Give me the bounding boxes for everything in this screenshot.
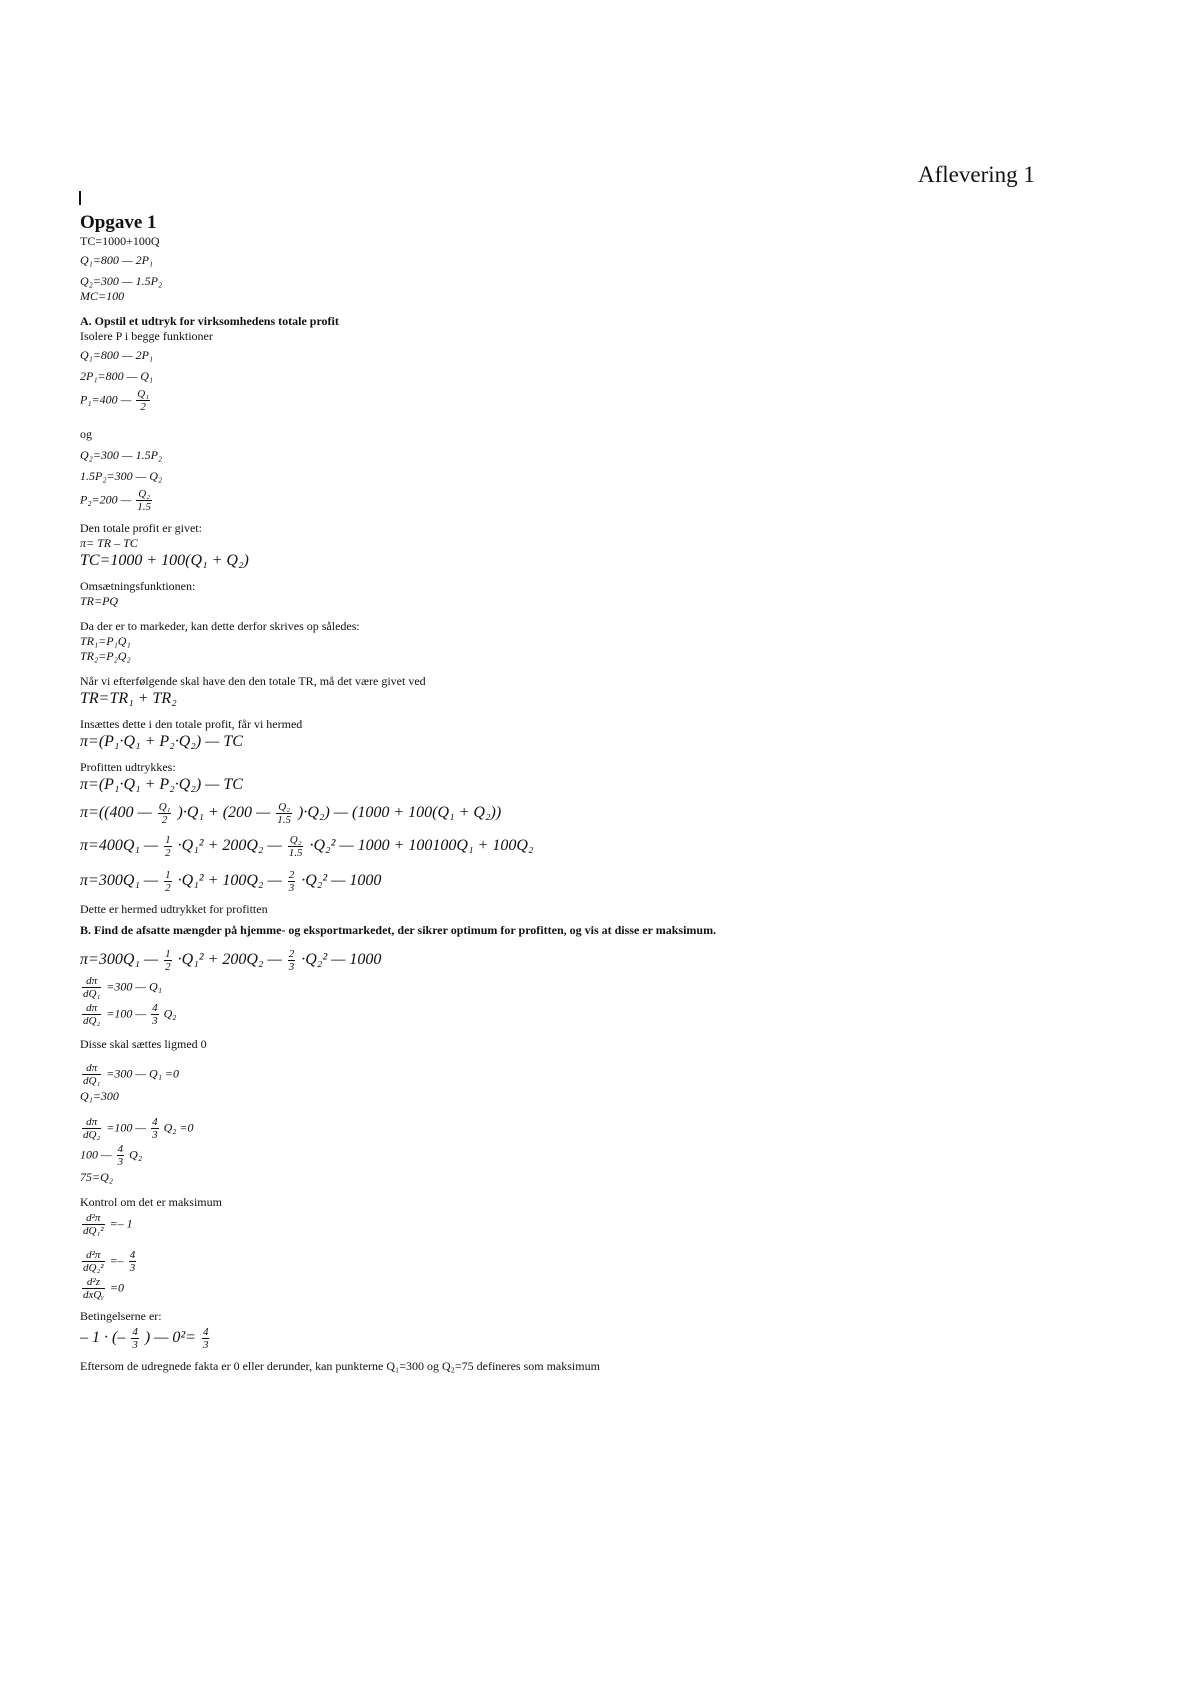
- q2-result: 75=Q₂: [80, 1169, 113, 1184]
- iso1-line2: 2P₁=800 — Q₁: [80, 368, 154, 383]
- control-text: Kontrol om det er maksimum: [80, 1194, 222, 1209]
- fraction: [82, 1062, 101, 1087]
- pi-insert: π=(P₁·Q₁ + P₂·Q₂) — TC: [80, 732, 243, 750]
- numerator: Q₁: [137, 387, 150, 400]
- numerator: 1: [165, 833, 171, 846]
- fraction: [202, 1326, 210, 1351]
- document-content: [80, 213, 1120, 1374]
- iso2-line3-left: P₂=200 —: [80, 492, 132, 507]
- express-text: Profitten udtrykkes:: [80, 759, 176, 774]
- fraction: [117, 1143, 125, 1168]
- given-q1: Q₁=800 — 2P₁: [80, 252, 154, 267]
- numerator: 4: [129, 1248, 136, 1261]
- b-pi-c: ·Q₂² — 1000: [301, 951, 382, 969]
- fraction: [129, 1249, 137, 1274]
- denominator: 2: [165, 960, 171, 973]
- tc-definition: TC=1000 + 100(Q₁ + Q₂): [80, 551, 249, 569]
- iso1-line3-left: P₁=400 —: [80, 392, 132, 407]
- second-derivative-q1: [80, 1212, 1120, 1237]
- fraction: [136, 388, 150, 413]
- zero-q2-rhs: =100 —: [106, 1120, 147, 1135]
- iso2-line2: 1.5P₂=300 — Q₂: [80, 468, 163, 483]
- denominator: 1.5: [277, 813, 292, 826]
- cross-derivative-rhs: =0: [109, 1280, 124, 1295]
- numerator: 2: [288, 868, 295, 881]
- denominator: 1.5: [288, 846, 303, 859]
- numerator: 1: [165, 947, 171, 960]
- total-profit-text: Den totale profit er givet:: [80, 520, 202, 535]
- derivative-q1: [80, 975, 1120, 1000]
- cond-a: – 1 · (–: [80, 1329, 126, 1347]
- denominator: dQ₁: [83, 987, 101, 1000]
- fraction: [158, 801, 172, 826]
- numerator: dπ: [82, 975, 101, 988]
- pi-line2-c: )·Q₂) — (1000 + 100(Q₁ + Q₂)): [298, 804, 502, 822]
- final-text: Eftersom de udregnede fakta er 0 eller derunder, kan punkterne Q₁=300 og Q₂=75 defineres som maksimum: [80, 1358, 600, 1373]
- fraction: [82, 1249, 105, 1274]
- omsaetning-text: Omsætningsfunktionen:: [80, 578, 196, 593]
- og-text: og: [80, 426, 92, 441]
- denominator: 3: [117, 1155, 124, 1168]
- derivative-q1-rhs: =300 — Q₁: [106, 979, 162, 994]
- fraction: [82, 975, 101, 1000]
- denominator: dQ₂²: [83, 1261, 104, 1274]
- given-q2: Q₂=300 — 1.5P₂: [80, 273, 163, 288]
- fraction: [276, 801, 292, 826]
- fraction: [82, 1276, 105, 1301]
- zero-q1-rhs: =300 — Q₁ =0: [106, 1066, 179, 1081]
- conditions-line: [80, 1326, 1120, 1351]
- fraction: [82, 1116, 101, 1141]
- pi-line3-b: ·Q₁² + 200Q₂ —: [177, 837, 282, 855]
- pi-line3-a: π=400Q₁ —: [80, 837, 159, 855]
- fraction: [164, 869, 172, 894]
- tr-definition: TR=PQ: [80, 593, 119, 608]
- two-markets-text: Da der er to markeder, kan dette derfor skrives op således:: [80, 618, 360, 633]
- fraction: [288, 834, 304, 859]
- tr1-definition: TR₁=P₁Q₁: [80, 633, 131, 648]
- numerator: d²z: [82, 1276, 105, 1289]
- second-derivative-q1-rhs: =– 1: [109, 1216, 133, 1231]
- denominator: 3: [152, 1128, 158, 1141]
- document-header-title: Aflevering 1: [918, 162, 1035, 187]
- numerator: 4: [152, 1115, 158, 1128]
- denominator: dQ₂: [83, 1128, 101, 1141]
- numerator: dπ: [82, 1062, 101, 1075]
- denominator: 3: [288, 960, 295, 973]
- numerator: Q₂: [138, 487, 151, 500]
- denominator: 3: [132, 1338, 138, 1351]
- denominator: 3: [129, 1261, 136, 1274]
- section-title: Opgave 1: [80, 212, 157, 233]
- total-tr-text: Når vi efterfølgende skal have den den totale TR, må det være givet ved: [80, 673, 426, 688]
- denominator: 2: [165, 846, 171, 859]
- tr-sum: TR=TR₁ + TR₂: [80, 689, 177, 707]
- denominator: 3: [152, 1014, 158, 1027]
- derivative-q2-tail: Q₂: [163, 1006, 177, 1021]
- cross-derivative: [80, 1276, 1120, 1301]
- fraction: [164, 834, 172, 859]
- denominator: dQ₂: [83, 1014, 101, 1027]
- zero-q2-tail: Q₂ =0: [163, 1120, 194, 1135]
- iso2-line1: Q₂=300 — 1.5P₂: [80, 447, 163, 462]
- pi-definition: π= TR – TC: [80, 535, 138, 550]
- numerator: Q₁: [158, 800, 171, 813]
- step-left: 100 —: [80, 1147, 112, 1162]
- numerator: 1: [165, 868, 171, 881]
- denominator: dxQᵧ: [83, 1288, 104, 1301]
- second-derivative-q2-rhs: =–: [109, 1253, 124, 1268]
- tr2-definition: TR₂=P₂Q₂: [80, 648, 131, 663]
- denominator: 2: [161, 813, 168, 826]
- zero-q1: [80, 1062, 1120, 1087]
- part-a-heading: A. Opstil et udtryk for virksomhedens totale profit: [80, 313, 339, 328]
- given-tc: TC=1000+100Q: [80, 233, 160, 248]
- numerator: Q₂: [289, 833, 302, 846]
- iso2-line3: [80, 488, 1120, 513]
- denominator: 3: [288, 881, 295, 894]
- numerator: dπ: [82, 1116, 101, 1129]
- fraction: [288, 948, 296, 973]
- text-cursor: [79, 191, 81, 205]
- pi-line4-a: π=300Q₁ —: [80, 872, 159, 890]
- b-pi-b: ·Q₁² + 200Q₂ —: [177, 951, 282, 969]
- insert-text: Insættes dette i den totale profit, får vi hermed: [80, 716, 303, 731]
- step-line: [80, 1143, 1120, 1168]
- zero-q2: [80, 1116, 1120, 1141]
- numerator: d²π: [82, 1212, 105, 1225]
- pi-line4-b: ·Q₁² + 100Q₂ —: [177, 872, 282, 890]
- pi-line4-c: ·Q₂² — 1000: [301, 872, 382, 890]
- fraction: [82, 1212, 105, 1237]
- denominator: dQ₁²: [83, 1224, 104, 1237]
- numerator: dπ: [82, 1002, 101, 1015]
- numerator: 2: [288, 947, 295, 960]
- numerator: 4: [152, 1001, 158, 1014]
- conclusion-text: Dette er hermed udtrykket for profitten: [80, 901, 268, 916]
- pi-line3: [80, 834, 1120, 859]
- pi-line2-a: π=((400 —: [80, 804, 152, 822]
- set-zero-text: Disse skal sættes ligmed 0: [80, 1036, 207, 1051]
- denominator: dQ₁: [83, 1074, 101, 1087]
- numerator: d²π: [82, 1249, 105, 1262]
- derivative-q2-rhs: =100 —: [106, 1006, 147, 1021]
- fraction: [82, 1002, 101, 1027]
- numerator: 4: [117, 1142, 124, 1155]
- fraction: [151, 1116, 159, 1141]
- conditions-text: Betingelserne er:: [80, 1308, 162, 1323]
- fraction: [164, 948, 172, 973]
- second-derivative-q2: [80, 1249, 1120, 1274]
- pi-line2-b: )·Q₁ + (200 —: [177, 804, 271, 822]
- q1-result: Q₁=300: [80, 1088, 119, 1103]
- fraction: [151, 1002, 159, 1027]
- pi-line4: [80, 869, 1120, 894]
- fraction: [136, 488, 152, 513]
- numerator: 4: [202, 1325, 209, 1338]
- given-mc: MC=100: [80, 288, 125, 303]
- pi-line1: π=(P₁·Q₁ + P₂·Q₂) — TC: [80, 775, 243, 793]
- part-b-heading: B. Find de afsatte mængder på hjemme- og eksportmarkedet, der sikrer optimum for profitten, og vis at disse er maksimum.: [80, 922, 717, 937]
- pi-line2: [80, 801, 1120, 826]
- iso1-line1: Q₁=800 — 2P₁: [80, 347, 154, 362]
- numerator: Q₂: [278, 800, 291, 813]
- fraction: [131, 1326, 139, 1351]
- iso1-line3: [80, 388, 1120, 413]
- fraction: [288, 869, 296, 894]
- denominator: 2: [165, 881, 171, 894]
- derivative-q2: [80, 1002, 1120, 1027]
- cond-b: ) — 0²=: [144, 1329, 196, 1347]
- pi-line3-c: ·Q₂² — 1000 + 100100Q₁ + 100Q₂: [309, 837, 534, 855]
- b-pi-line: [80, 948, 1120, 973]
- step-right: Q₂: [129, 1147, 143, 1162]
- numerator: 4: [132, 1325, 138, 1338]
- denominator: 2: [140, 400, 146, 413]
- denominator: 1.5: [137, 500, 152, 513]
- denominator: 3: [202, 1338, 209, 1351]
- b-pi-a: π=300Q₁ —: [80, 951, 159, 969]
- isolate-text: Isolere P i begge funktioner: [80, 328, 213, 343]
